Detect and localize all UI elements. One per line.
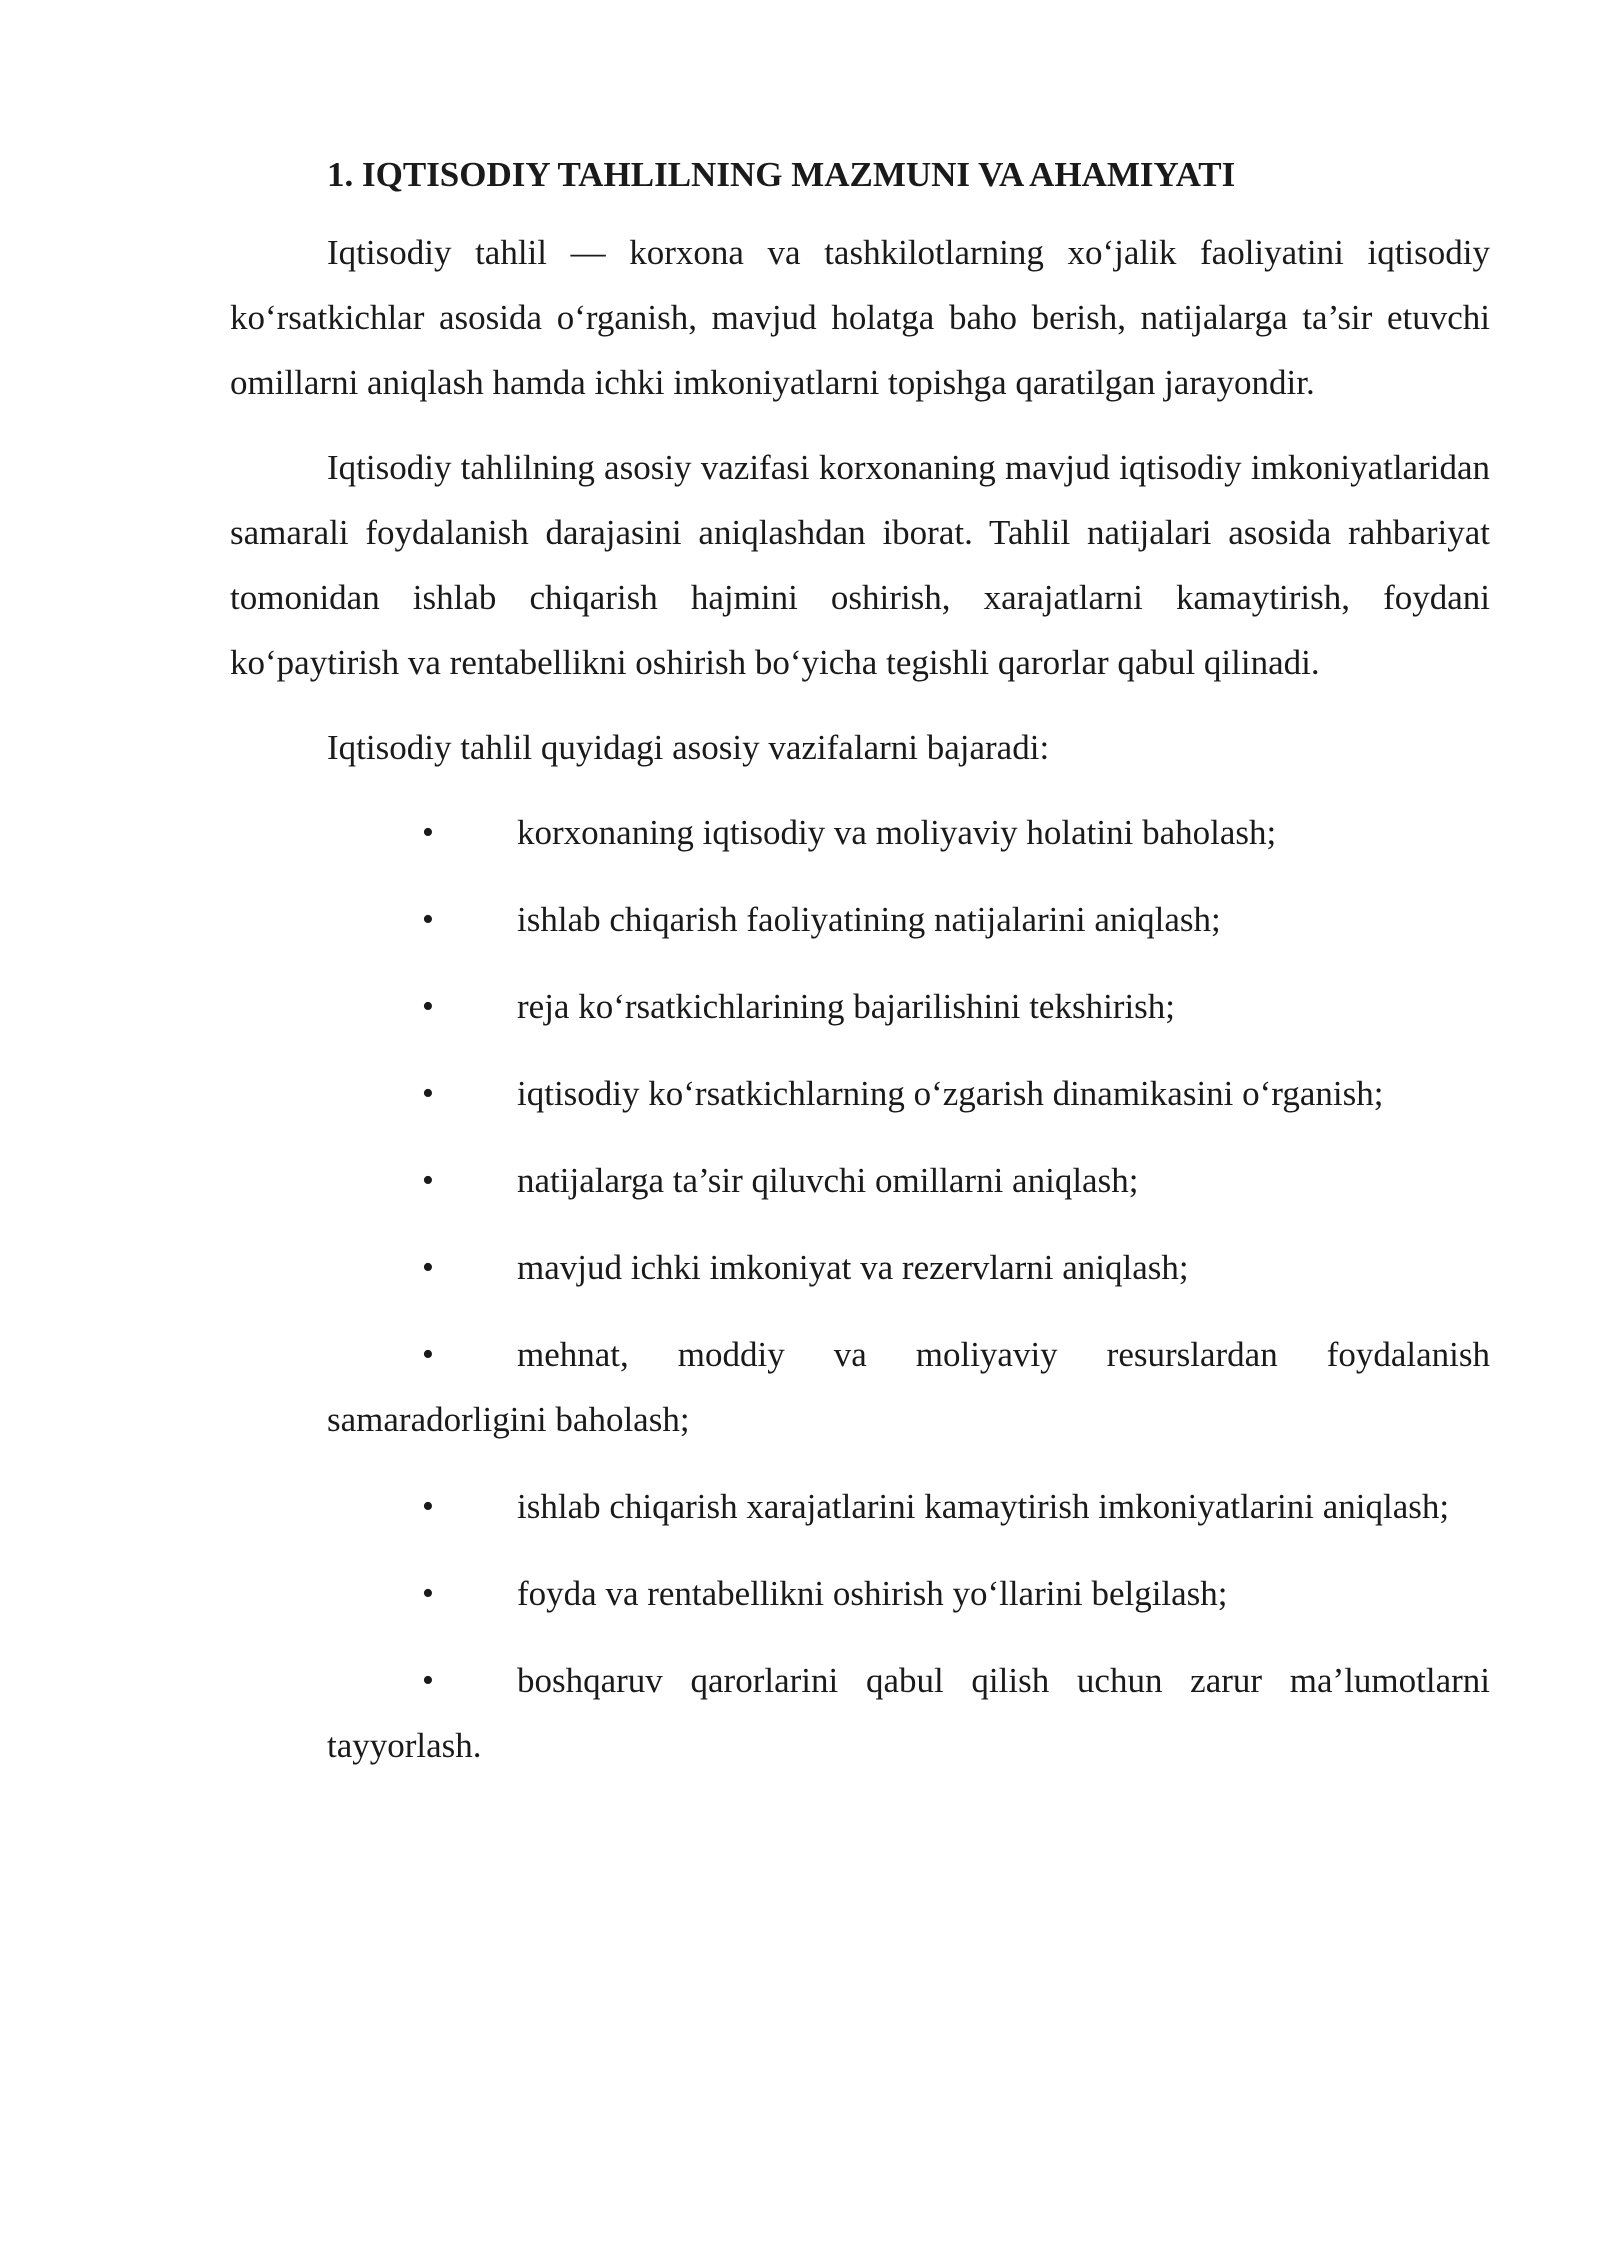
bullet-icon: •: [422, 901, 434, 938]
bullet-icon: •: [422, 1575, 434, 1612]
list-item-text: ishlab chiqarish faoliyatining natijalarini aniqlash;: [517, 900, 1221, 939]
paragraph-definition: Iqtisodiy tahlil — korxona va tashkilotlarning xo‘jalik faoliyatini iqtisodiy ko‘rsatkichlar asosida o‘rganish, mavjud holatga baho berish, natijalarga ta’sir etuvchi omillarni aniqlash hamda ichki imkoniyatlarni topishga qaratilgan jarayondir.: [230, 233, 1490, 402]
bullet-icon: •: [422, 988, 434, 1025]
paragraph-main-task: Iqtisodiy tahlilning asosiy vazifasi korxonaning mavjud iqtisodiy imkoniyatlaridan samarali foydalanish darajasini aniqlashdan iborat. Tahlil natijalari asosida rahbariyat tomonidan ishlab chiqarish hajmini oshirish, xarajatlarni kamaytirish, foydani ko‘paytirish va rentabellikni oshirish bo‘yicha tegishli qarorlar qabul qilinadi.: [230, 448, 1490, 682]
list-item: [327, 1648, 1490, 1778]
list-item: [327, 1235, 1490, 1300]
bullet-icon: •: [422, 1662, 434, 1699]
list-item: [327, 887, 1490, 952]
section-heading: 1. IQTISODIY TAHLILNING MAZMUNI VA AHAMIYATI: [327, 155, 1236, 194]
list-item-text: mehnat, moddiy va moliyaviy resurslardan foydalanish samaradorligini baholash;: [327, 1335, 1490, 1439]
bullet-icon: •: [422, 1249, 434, 1286]
list-item-text: natijalarga ta’sir qiluvchi omillarni aniqlash;: [517, 1161, 1139, 1200]
list-item: [327, 1561, 1490, 1626]
bullet-icon: •: [422, 1488, 434, 1525]
list-item: [327, 1148, 1490, 1213]
paragraph-list-intro: Iqtisodiy tahlil quyidagi asosiy vazifalarni bajaradi:: [327, 728, 1050, 767]
bullet-icon: •: [422, 814, 434, 851]
task-list: [230, 800, 1490, 1778]
list-item: [327, 1474, 1490, 1539]
bullet-icon: •: [422, 1075, 434, 1112]
document-page: [230, 150, 1490, 1800]
list-item: [327, 974, 1490, 1039]
list-item-text: korxonaning iqtisodiy va moliyaviy holatini baholash;: [517, 813, 1277, 852]
list-item: [327, 800, 1490, 865]
list-item-text: ishlab chiqarish xarajatlarini kamaytirish imkoniyatlarini aniqlash;: [517, 1487, 1450, 1526]
bullet-icon: •: [422, 1162, 434, 1199]
list-item-text: iqtisodiy ko‘rsatkichlarning o‘zgarish dinamikasini o‘rganish;: [517, 1074, 1384, 1113]
list-item-text: boshqaruv qarorlarini qabul qilish uchun zarur ma’lumotlarni tayyorlash.: [327, 1661, 1490, 1765]
bullet-icon: •: [422, 1336, 434, 1373]
list-item-text: mavjud ichki imkoniyat va rezervlarni aniqlash;: [517, 1248, 1189, 1287]
list-item: [327, 1322, 1490, 1452]
list-item-text: foyda va rentabellikni oshirish yo‘llarini belgilash;: [517, 1574, 1228, 1613]
list-item-text: reja ko‘rsatkichlarining bajarilishini tekshirish;: [517, 987, 1176, 1026]
list-item: [327, 1061, 1490, 1126]
